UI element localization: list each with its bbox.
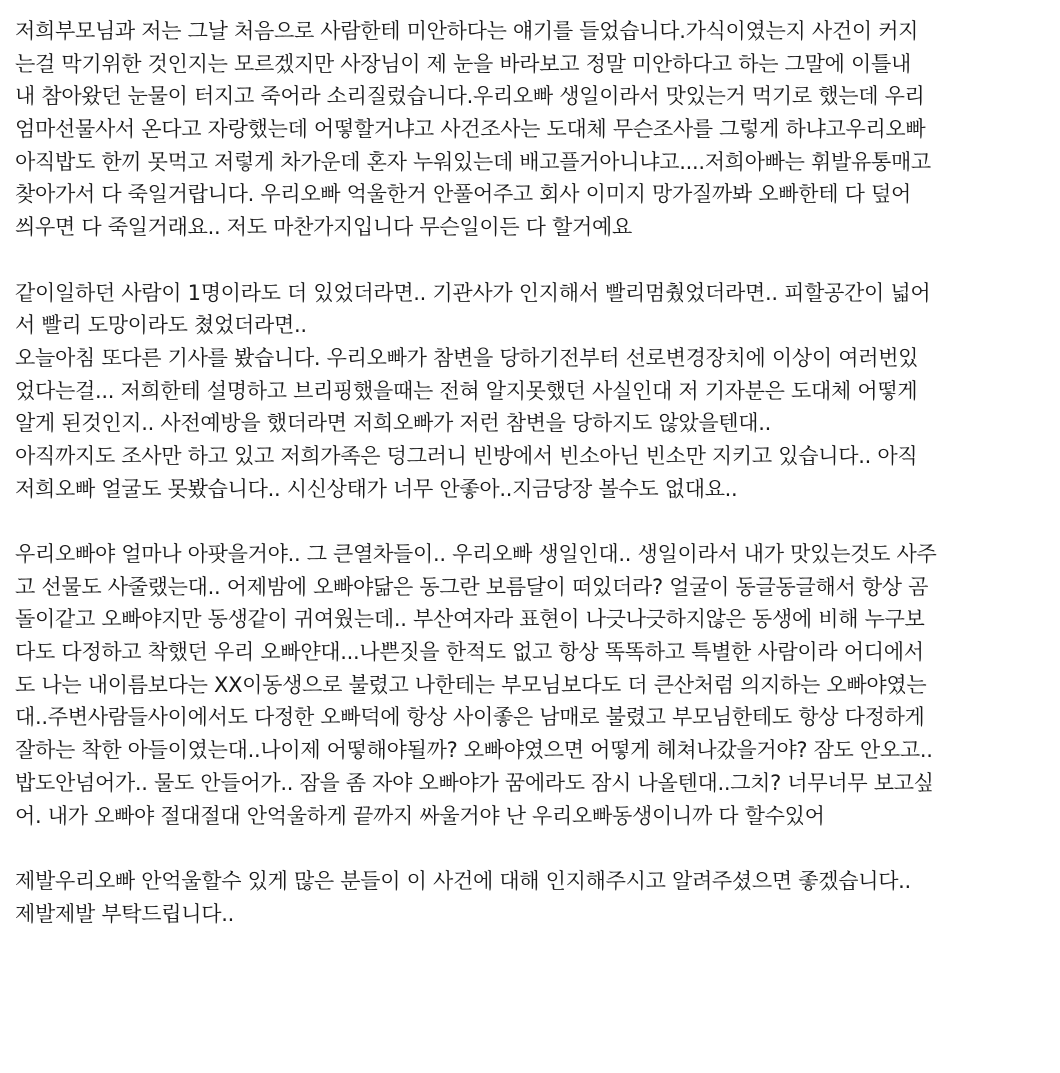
- text-line: 었다는걸... 저희한테 설명하고 브리핑했을때는 전혀 알지못했던 사실인대 저 기자분은 도대체 어떻게: [15, 378, 918, 403]
- text-line: 제발제발 부탁드립니다..: [15, 901, 234, 926]
- text-line: 고 선물도 사줄랬는대.. 어제밤에 오빠야닮은 동그란 보름달이 떠있더라? 얼굴이 동글동글해서 항상 곰: [15, 574, 929, 599]
- paragraph-1: [15, 15, 1045, 244]
- text-line: 어. 내가 오빠야 절대절대 안억울하게 끝까지 싸울거야 난 우리오빠동생이니까 다 할수있어: [15, 803, 825, 828]
- text-line: 저희오빠 얼굴도 못봤습니다.. 시신상태가 너무 안좋아..지금당장 볼수도 없대요..: [15, 476, 738, 501]
- text-line: 우리오빠야 얼마나 아팟을거야.. 그 큰열차들이.. 우리오빠 생일인대.. 생일이라서 내가 맛있는것도 사주: [15, 542, 937, 566]
- text-line: 는걸 막기위한 것인지는 모르겠지만 사장님이 제 눈을 바라보고 정말 미안하다고 하는 그말에 이틀내: [15, 51, 911, 76]
- paragraph-spacer: [15, 832, 1045, 865]
- text-line: 대..주변사람들사이에서도 다정한 오빠덕에 항상 사이좋은 남매로 불렸고 부모님한테도 항상 다정하게: [15, 705, 925, 730]
- paragraph-spacer: [15, 244, 1045, 277]
- text-line: 돌이같고 오빠야지만 동생같이 귀여웠는데.. 부산여자라 표현이 나긋나긋하지않은 동생에 비해 누구보: [15, 607, 925, 632]
- paragraph-3: [15, 538, 1045, 832]
- text-line: 제발우리오빠 안억울할수 있게 많은 분들이 이 사건에 대해 인지해주시고 알려주셨으면 좋겠습니다..: [15, 868, 911, 893]
- text-line: 찾아가서 다 죽일거랍니다. 우리오빠 억울한거 안풀어주고 회사 이미지 망가질까봐 오빠한테 다 덮어: [15, 182, 911, 207]
- text-line: 알게 된것인지.. 사전예방을 했더라면 저희오빠가 저런 참변을 당하지도 않았을텐대..: [15, 411, 772, 436]
- text-line: 엄마선물사서 온다고 자랑했는데 어떻할거냐고 사건조사는 도대체 무슨조사를 그렇게 하냐고우리오빠: [15, 117, 926, 142]
- text-line: 아직밥도 한끼 못먹고 저렇게 차가운데 혼자 누워있는데 배고플거아니냐고....저희아빠는 휘발유통매고: [15, 149, 931, 174]
- text-line: 씌우면 다 죽일거래요.. 저도 마찬가지입니다 무슨일이든 다 할거예요: [15, 215, 632, 240]
- text-line: 저희부모님과 저는 그날 처음으로 사람한테 미안하다는 얘기를 들었습니다.가식이였는지 사건이 커지: [15, 19, 919, 43]
- text-line: 다도 다정하고 착했던 우리 오빠얀대...나쁜짓을 한적도 없고 항상 똑똑하고 특별한 사람이라 어디에서: [15, 640, 924, 665]
- text-line: 서 빨리 도망이라도 쳤었더라면..: [15, 313, 307, 338]
- text-line: 같이일하던 사람이 1명이라도 더 있었더라면.. 기관사가 인지해서 빨리멈췄었더라면.. 피할공간이 넓어: [15, 280, 931, 305]
- text-line: 오늘아침 또다른 기사를 봤습니다. 우리오빠가 참변을 당하기전부터 선로변경장치에 이상이 여러번있: [15, 345, 919, 370]
- text-line: 아직까지도 조사만 하고 있고 저희가족은 덩그러니 빈방에서 빈소아닌 빈소만 지키고 있습니다.. 아직: [15, 443, 918, 468]
- paragraph-4: [15, 865, 1045, 930]
- text-line: 도 나는 내이름보다는 XX이동생으로 불렸고 나한테는 부모님보다도 더 큰산처럼 의지하는 오빠야였는: [15, 672, 927, 697]
- text-line: 밥도안넘어가.. 물도 안들어가.. 잠을 좀 자야 오빠야가 꿈에라도 잠시 나올텐대..그치? 너무너무 보고싶: [15, 770, 934, 795]
- paragraph-2: [15, 277, 1045, 506]
- post-body: [15, 15, 1045, 930]
- text-line: 내 참아왔던 눈물이 터지고 죽어라 소리질렀습니다.우리오빠 생일이라서 맛있는거 먹기로 했는데 우리: [15, 84, 925, 109]
- text-line: 잘하는 착한 아들이였는대..나이제 어떻해야될까? 오빠야였으면 어떻게 헤쳐나갔을거야? 잠도 안오고..: [15, 738, 933, 763]
- paragraph-spacer: [15, 505, 1045, 538]
